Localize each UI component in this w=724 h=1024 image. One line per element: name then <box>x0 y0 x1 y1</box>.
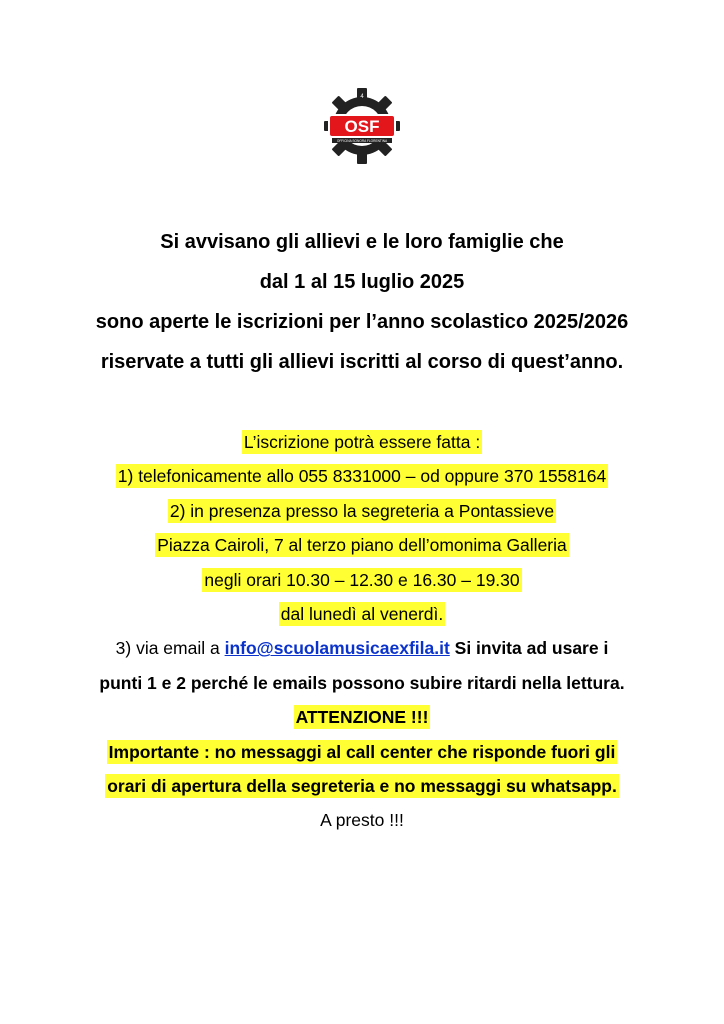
email-link[interactable]: info@scuolamusicaexfila.it <box>224 638 450 659</box>
closing-text: A presto !!! <box>320 810 404 831</box>
closing-line <box>0 803 724 837</box>
option-phone: 1) telefonicamente allo 055 8331000 – od oppure 370 1558164 <box>117 466 607 487</box>
enrollment-details <box>0 425 724 838</box>
option-in-person-line <box>0 494 724 528</box>
details-heading-line <box>0 425 724 459</box>
option-email-prefix: 3) via email a <box>115 638 225 659</box>
intro-line-2: dal 1 al 15 luglio 2025 <box>259 271 465 293</box>
advice-text: punti 1 e 2 perché le emails possono subire ritardi nella lettura. <box>99 672 625 693</box>
address-line <box>0 528 724 562</box>
intro-line-4: riservate a tutti gli allievi iscritti al corso di quest’anno. <box>100 351 624 373</box>
intro-line-1: Si avvisano gli allievi e le loro famiglie che <box>160 231 564 253</box>
warning-line-1: Importante : no messaggi al call center che risponde fuori gli <box>108 741 616 762</box>
logo-subtitle: OFFICINA SONORA FLORENTINA <box>336 139 388 143</box>
address: Piazza Cairoli, 7 al terzo piano dell’omonima Galleria <box>157 535 567 556</box>
warning-line-1-row <box>0 735 724 769</box>
hours-line <box>0 563 724 597</box>
warning-line-2: orari di apertura della segreteria e no messaggi su whatsapp. <box>107 775 617 796</box>
option-in-person: 2) in presenza presso la segreteria a Pontassieve <box>169 500 555 521</box>
option-email-line <box>0 631 724 665</box>
osf-logo <box>322 86 402 166</box>
opening-days: dal lunedì al venerdì. <box>280 603 444 624</box>
option-phone-line <box>0 459 724 493</box>
logo-badge: 4 <box>360 94 364 100</box>
warning-title-line <box>0 700 724 734</box>
advice-line <box>0 666 724 700</box>
details-heading: L’iscrizione potrà essere fatta : <box>243 432 481 452</box>
days-line <box>0 597 724 631</box>
opening-hours: negli orari 10.30 – 12.30 e 16.30 – 19.30 <box>204 569 520 590</box>
logo-osf-text: OSF <box>344 117 380 136</box>
intro-line-3: sono aperte le iscrizioni per l’anno scolastico 2025/2026 <box>95 311 629 333</box>
option-email-suffix: Si invita ad usare i <box>449 638 609 659</box>
warning-line-2-row <box>0 769 724 803</box>
gear-logo-icon <box>322 86 402 166</box>
intro-announcement <box>0 222 724 382</box>
warning-title: ATTENZIONE !!! <box>295 707 429 728</box>
